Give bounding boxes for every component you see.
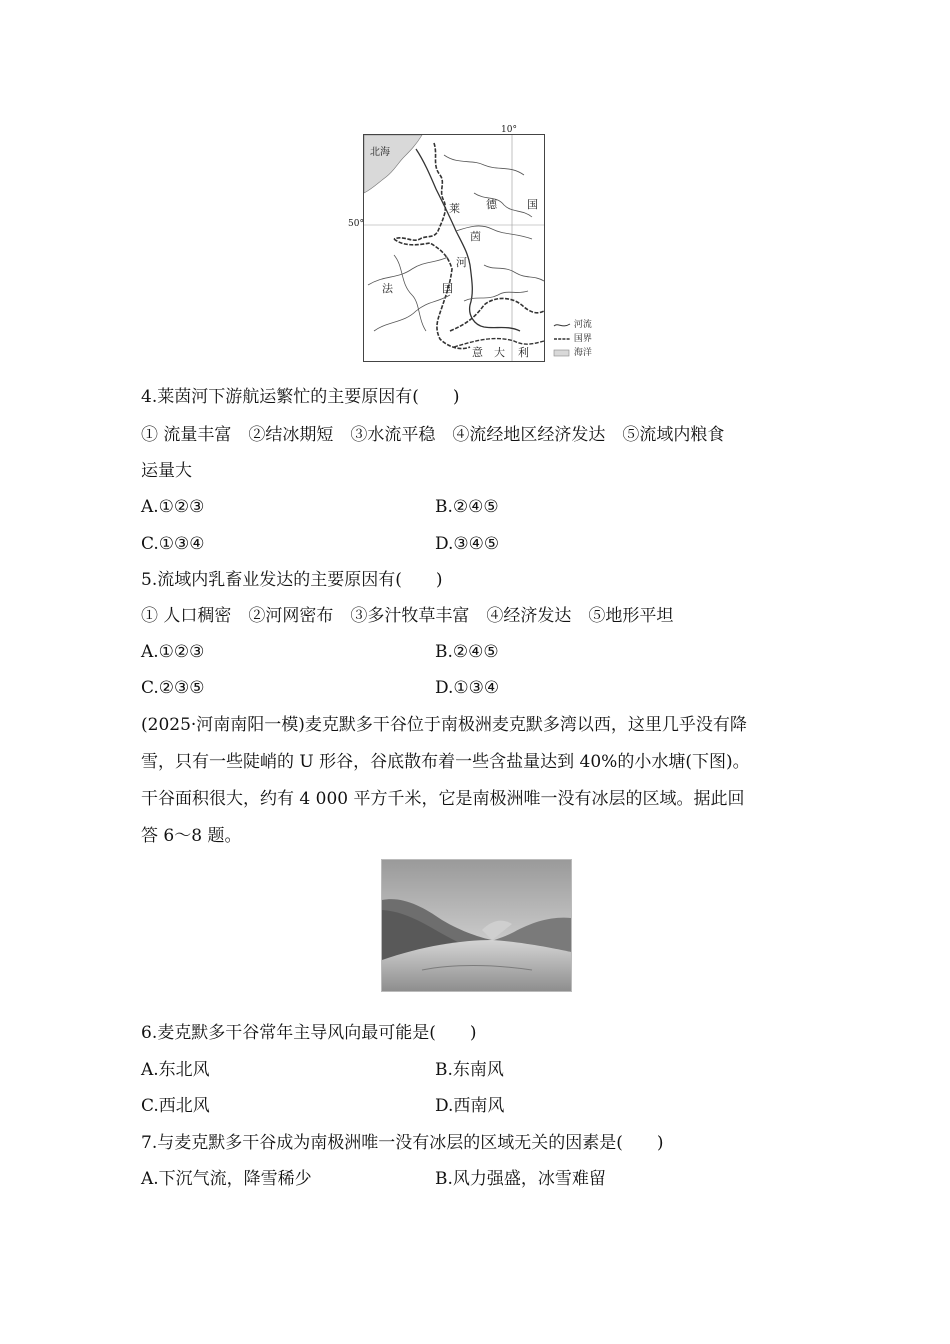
map-label-france-1: 法: [382, 282, 393, 295]
q7-option-b[interactable]: B.风力强盛，冰雪难留: [435, 1169, 606, 1189]
q4-statements-line2: 运量大: [141, 461, 192, 481]
river-france-2: [374, 295, 450, 331]
passage-line-3: 干谷面积很大，约有 4 000 平方千米，它是南极洲唯一没有冰层的区域。据此回: [141, 789, 745, 809]
valley-photo-drawing: [382, 860, 571, 991]
river-neckar: [484, 265, 544, 281]
north-sea-area: [364, 135, 422, 193]
legend-river: 河流: [553, 320, 592, 331]
q5-option-c[interactable]: C.②③⑤: [141, 678, 205, 698]
passage-line-2: 雪，只有一些陡峭的 U 形谷，谷底散布着一些含盐量达到 40%的小水塘(下图)。: [141, 752, 750, 772]
q4-option-b[interactable]: B.②④⑤: [435, 497, 499, 517]
map-label-rhine-2: 茵: [470, 230, 481, 243]
q7-stem: 7.与麦克默多干谷成为南极洲唯一没有冰层的区域无关的因素是( ): [141, 1133, 664, 1153]
map-label-italy-2: 大: [494, 346, 505, 359]
passage-line-1: (2025·河南南阳一模)麦克默多干谷位于南极洲麦克默多湾以西，这里几乎没有降: [141, 715, 747, 735]
map-label-italy-1: 意: [472, 346, 483, 359]
river-east: [474, 193, 532, 217]
legend-border: 国界: [553, 334, 592, 345]
q5-option-a[interactable]: A.①②③: [141, 642, 205, 662]
q6-option-c[interactable]: C.西北风: [141, 1096, 210, 1116]
dry-valley-photo: [381, 859, 572, 992]
rhine-basin-map: [363, 134, 545, 362]
q4-option-a[interactable]: A.①②③: [141, 497, 205, 517]
map-drawing: [364, 135, 544, 361]
map-label-rhine-3: 河: [456, 256, 467, 269]
q5-statements: ① 人口稠密 ②河网密布 ③多汁牧草丰富 ④经济发达 ⑤地形平坦: [141, 606, 674, 626]
border-alps: [450, 298, 544, 331]
q4-option-d[interactable]: D.③④⑤: [435, 534, 500, 554]
map-label-rhine-1: 莱: [449, 202, 460, 215]
q6-option-a[interactable]: A.东北风: [141, 1060, 210, 1080]
q4-statements-line1: ① 流量丰富 ②结冰期短 ③水流平稳 ④流经地区经济发达 ⑤流域内粮食: [141, 425, 725, 445]
map-label-italy-3: 利: [518, 346, 529, 359]
rhine-river: [416, 149, 520, 331]
legend-river-icon: [553, 321, 571, 329]
map-label-latitude: 50°: [348, 219, 364, 229]
map-label-germany-1: 德: [486, 198, 497, 211]
q5-option-b[interactable]: B.②④⑤: [435, 642, 499, 662]
river-france-3: [394, 255, 426, 331]
q5-option-d[interactable]: D.①③④: [435, 678, 500, 698]
q4-stem: 4.莱茵河下游航运繁忙的主要原因有( ): [141, 387, 460, 407]
q6-option-b[interactable]: B.东南风: [435, 1060, 504, 1080]
map-label-longitude: 10°: [501, 125, 517, 135]
q5-stem: 5.流域内乳畜业发达的主要原因有( ): [141, 570, 443, 590]
river-main-tributary: [456, 226, 532, 239]
legend-sea-icon: [553, 349, 571, 357]
river-france-1: [368, 257, 448, 285]
map-label-sea: 北海: [370, 147, 390, 158]
passage-line-4: 答 6～8 题。: [141, 826, 242, 846]
q7-option-a[interactable]: A.下沉气流，降雪稀少: [141, 1169, 312, 1189]
legend-border-icon: [553, 335, 571, 343]
map-label-france-2: 国: [442, 282, 453, 295]
q4-option-c[interactable]: C.①③④: [141, 534, 205, 554]
q6-stem: 6.麦克默多干谷常年主导风向最可能是( ): [141, 1023, 477, 1043]
legend-sea: 海洋: [553, 348, 592, 359]
q6-option-d[interactable]: D.西南风: [435, 1096, 505, 1116]
map-label-germany-2: 国: [527, 198, 538, 211]
